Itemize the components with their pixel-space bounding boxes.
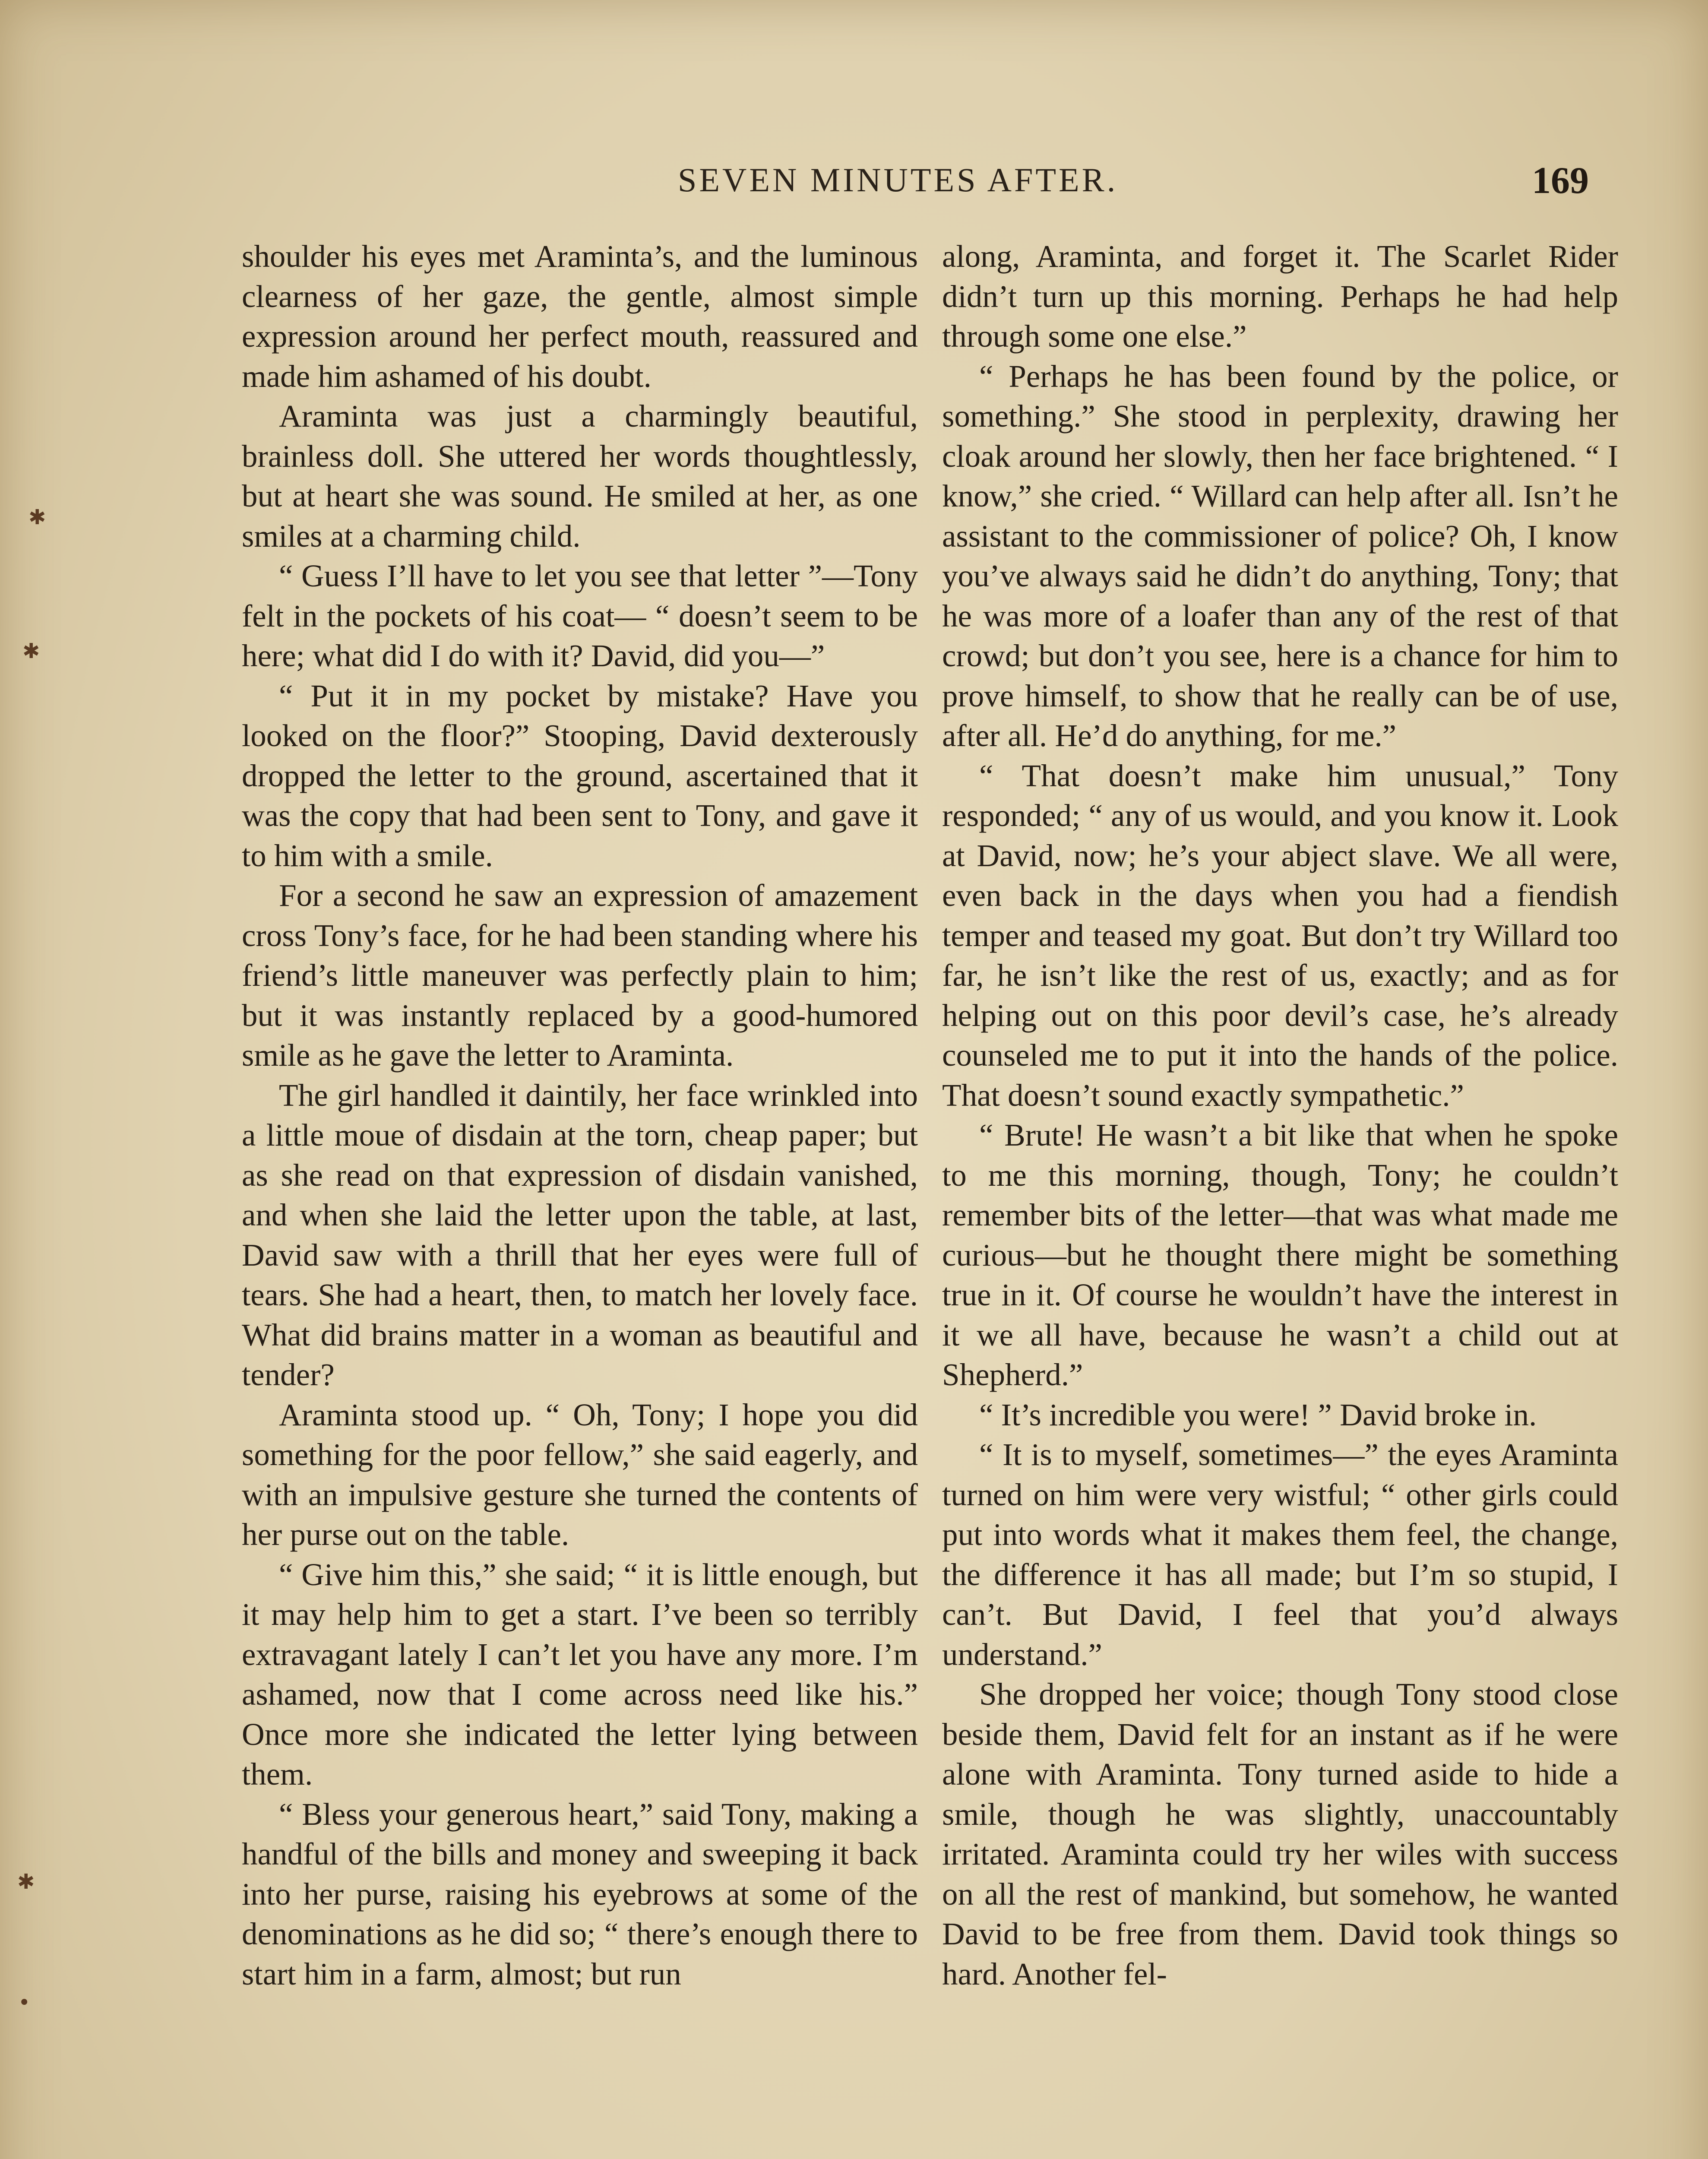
margin-ink-mark: • — [18, 1991, 31, 2015]
paragraph: “ Perhaps he has been found by the police, or something.” She stood in perplexity, drawing her cloak around her slowly, then her face brightened. “ I know,” she cried. “ Willard can help after all. Isn’t he assistant to the commissioner of police? Oh, I know you’ve always said he didn’t do anything, Tony; that he was more of a loafer than any of the rest of that crowd; but don’t you see, here is a chance for him to prove himself, to show that he really can be of use, after all. He’d do anything, for me.” — [942, 358, 1618, 753]
running-title: SEVEN MINUTES AFTER. — [678, 161, 1118, 199]
left-text-column — [242, 237, 918, 1994]
paragraph: “ Give him this,” she said; “ it is little enough, but it may help him to get a start. I’ve been so terribly extravagant lately I can’t let you have any more. I’m ashamed, now that I come across need like his.” Once more she indicated the letter lying between them. — [242, 1557, 918, 1792]
paragraph: For a second he saw an expression of amazement cross Tony’s face, for he had been standing where his friend’s little maneuver was perfectly plain to him; but it was instantly replaced by a good-humored smile as he gave the letter to Araminta. — [242, 878, 918, 1073]
paragraph: “ It’s incredible you were! ” David broke in. — [979, 1397, 1537, 1432]
paragraph: “ Put it in my pocket by mistake? Have you looked on the floor?” Stooping, David dexterously dropped the letter to the ground, ascertained that it was the copy that had been sent to Tony, and gave it to him with a smile. — [242, 678, 918, 873]
paragraph: “ Guess I’ll have to let you see that letter ”—Tony felt in the pockets of his coat— “ doesn’t seem to be here; what did I do with it? David, did you—” — [242, 558, 918, 673]
margin-ink-mark: ✱ — [17, 1870, 35, 1894]
paragraph: “ That doesn’t make him unusual,” Tony responded; “ any of us would, and you know it. Look at David, now; he’s your abject slave. We all were, even back in the days when you had a fiendish temper and teased my goat. But don’t try Willard too far, he isn’t like the rest of us, exactly; and as for helping out on this poor devil’s case, he’s already counseled me to put it into the hands of the police. That doesn’t sound exactly sympathetic.” — [942, 758, 1618, 1113]
margin-ink-mark: ✱ — [28, 505, 46, 529]
paragraph: along, Araminta, and forget it. The Scarlet Rider didn’t turn up this morning. Perhaps he had help through some one else.” — [942, 239, 1618, 354]
paragraph: She dropped her voice; though Tony stood close beside them, David felt for an instant as if he were alone with Araminta. Tony turned aside to hide a smile, though he was slightly, unaccountably irritated. Araminta could try her wiles with success on all the rest of mankind, but somehow, he wanted David to be free from them. David took things so hard. Another fel- — [942, 1677, 1618, 1991]
paragraph: shoulder his eyes met Araminta’s, and the luminous clearness of her gaze, the gentle, almost simple expression around her perfect mouth, reassured and made him ashamed of his doubt. — [242, 239, 918, 394]
margin-ink-mark: ✱ — [22, 639, 40, 663]
paragraph: Araminta stood up. “ Oh, Tony; I hope you did something for the poor fellow,” she said eagerly, and with an impulsive gesture she turned the contents of her purse out on the table. — [242, 1397, 918, 1552]
paragraph: “ Bless your generous heart,” said Tony, making a handful of the bills and money and sweeping it back into her purse, raising his eyebrows at some of the denominations as he did so; “ there’s enough there to start him in a farm, almost; but run — [242, 1796, 918, 1991]
paragraph: “ It is to myself, sometimes—” the eyes Araminta turned on him were very wistful; “ other girls could put into words what it makes them feel, the change, the difference it has all made; but I’m so stupid, I can’t. But David, I feel that you’d always understand.” — [942, 1437, 1618, 1672]
paragraph: “ Brute! He wasn’t a bit like that when he spoke to me this morning, though, Tony; he couldn’t remember bits of the letter—that was what made me curious—but he thought there might be something true in it. Of course he wouldn’t have the interest in it we all have, because he wasn’t a child out at Shepherd.” — [942, 1117, 1618, 1392]
paragraph: Araminta was just a charmingly beautiful, brainless doll. She uttered her words thoughtlessly, but at heart she was sound. He smiled at her, as one smiles at a charming child. — [242, 399, 918, 554]
paragraph: The girl handled it daintily, her face wrinkled into a little moue of disdain at the torn, cheap paper; but as she read on that expression of disdain vanished, and when she laid the letter upon the table, at last, David saw with a thrill that her eyes were full of tears. She had a heart, then, to match her lovely face. What did brains matter in a woman as beautiful and tender? — [242, 1077, 918, 1392]
page-number: 169 — [1532, 160, 1589, 202]
right-text-column — [942, 237, 1618, 1994]
